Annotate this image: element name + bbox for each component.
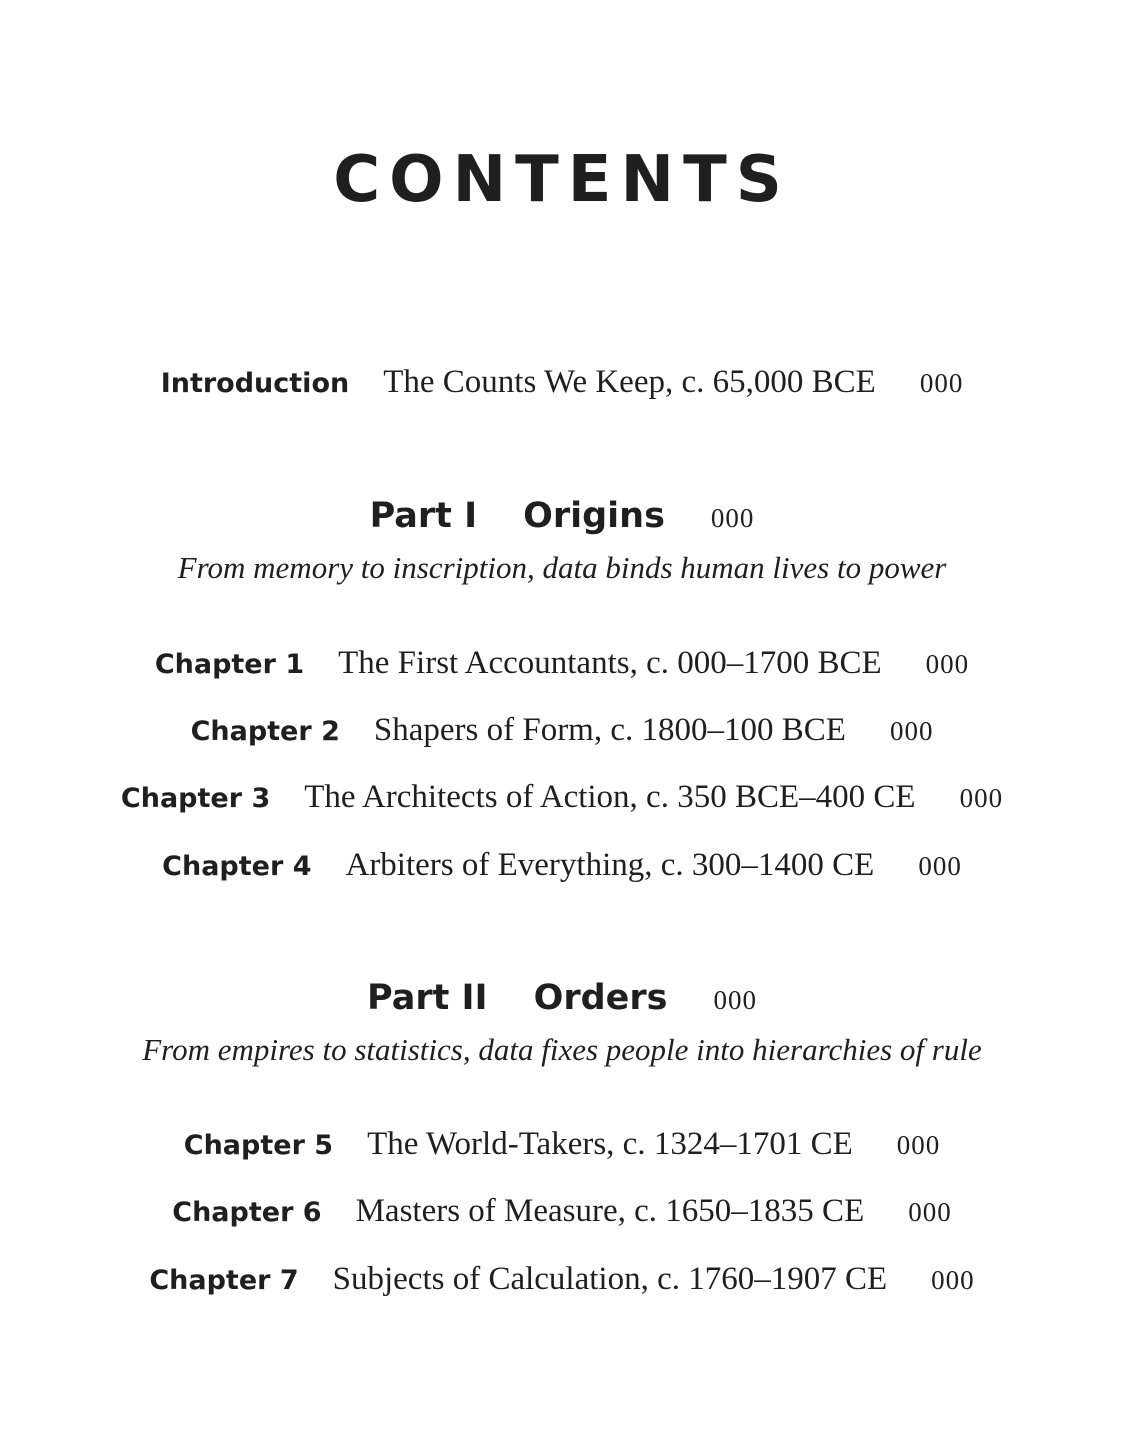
- entry-title: Shapers of Form, c. 1800–100 BCE: [373, 712, 846, 748]
- entry-label: Chapter 5: [183, 1130, 334, 1161]
- page-number: 000: [931, 1265, 975, 1295]
- page-number: 000: [918, 851, 962, 881]
- entry-title: The World-Takers, c. 1324–1701 CE: [367, 1126, 853, 1162]
- toc-entry-chapter-1[interactable]: [0, 645, 1124, 682]
- page-number: 000: [919, 368, 964, 398]
- part-subtitle: From memory to inscription, data binds human lives to power: [177, 550, 947, 585]
- page-number: 000: [896, 1130, 941, 1160]
- part-title: Orders: [533, 978, 668, 1018]
- entry-label: Chapter 4: [162, 851, 312, 882]
- entry-label: Chapter 1: [154, 649, 305, 680]
- toc-entry-chapter-2[interactable]: [0, 712, 1124, 749]
- toc-part-2[interactable]: [0, 978, 1124, 1018]
- page-number: 000: [959, 783, 1004, 813]
- page-number: 000: [925, 649, 970, 679]
- toc-entry-chapter-7[interactable]: [0, 1261, 1124, 1298]
- entry-title: The Architects of Action, c. 350 BCE–400 CE: [304, 779, 916, 815]
- page-number: 000: [710, 503, 755, 533]
- entry-label: Introduction: [160, 368, 350, 399]
- entry-title: Subjects of Calculation, c. 1760–1907 CE: [332, 1261, 888, 1297]
- entry-label: Chapter 7: [149, 1265, 299, 1296]
- part-label: Part II: [367, 978, 488, 1018]
- toc-part-1[interactable]: [0, 496, 1124, 536]
- toc-entry-introduction[interactable]: [0, 364, 1124, 401]
- toc-entry-chapter-3[interactable]: [0, 779, 1124, 816]
- entry-title: Masters of Measure, c. 1650–1835 CE: [355, 1193, 865, 1229]
- entry-label: Chapter 3: [120, 783, 271, 814]
- toc-entry-chapter-5[interactable]: [0, 1126, 1124, 1163]
- page-number: 000: [889, 716, 934, 746]
- entry-title: The First Accountants, c. 000–1700 BCE: [338, 645, 882, 681]
- entry-label: Chapter 2: [190, 716, 340, 747]
- toc-entry-chapter-6[interactable]: [0, 1193, 1124, 1230]
- page-number: 000: [908, 1197, 952, 1227]
- part-title: Origins: [523, 496, 665, 536]
- page-number: 000: [713, 985, 757, 1015]
- entry-title: The Counts We Keep, c. 65,000 BCE: [383, 364, 876, 400]
- page-title: CONTENTS: [333, 143, 791, 217]
- toc-entry-chapter-4[interactable]: [0, 847, 1124, 884]
- entry-title: Arbiters of Everything, c. 300–1400 CE: [345, 847, 875, 883]
- part-subtitle: From empires to statistics, data fixes people into hierarchies of rule: [142, 1032, 982, 1067]
- entry-label: Chapter 6: [172, 1197, 322, 1228]
- part-label: Part I: [369, 496, 478, 536]
